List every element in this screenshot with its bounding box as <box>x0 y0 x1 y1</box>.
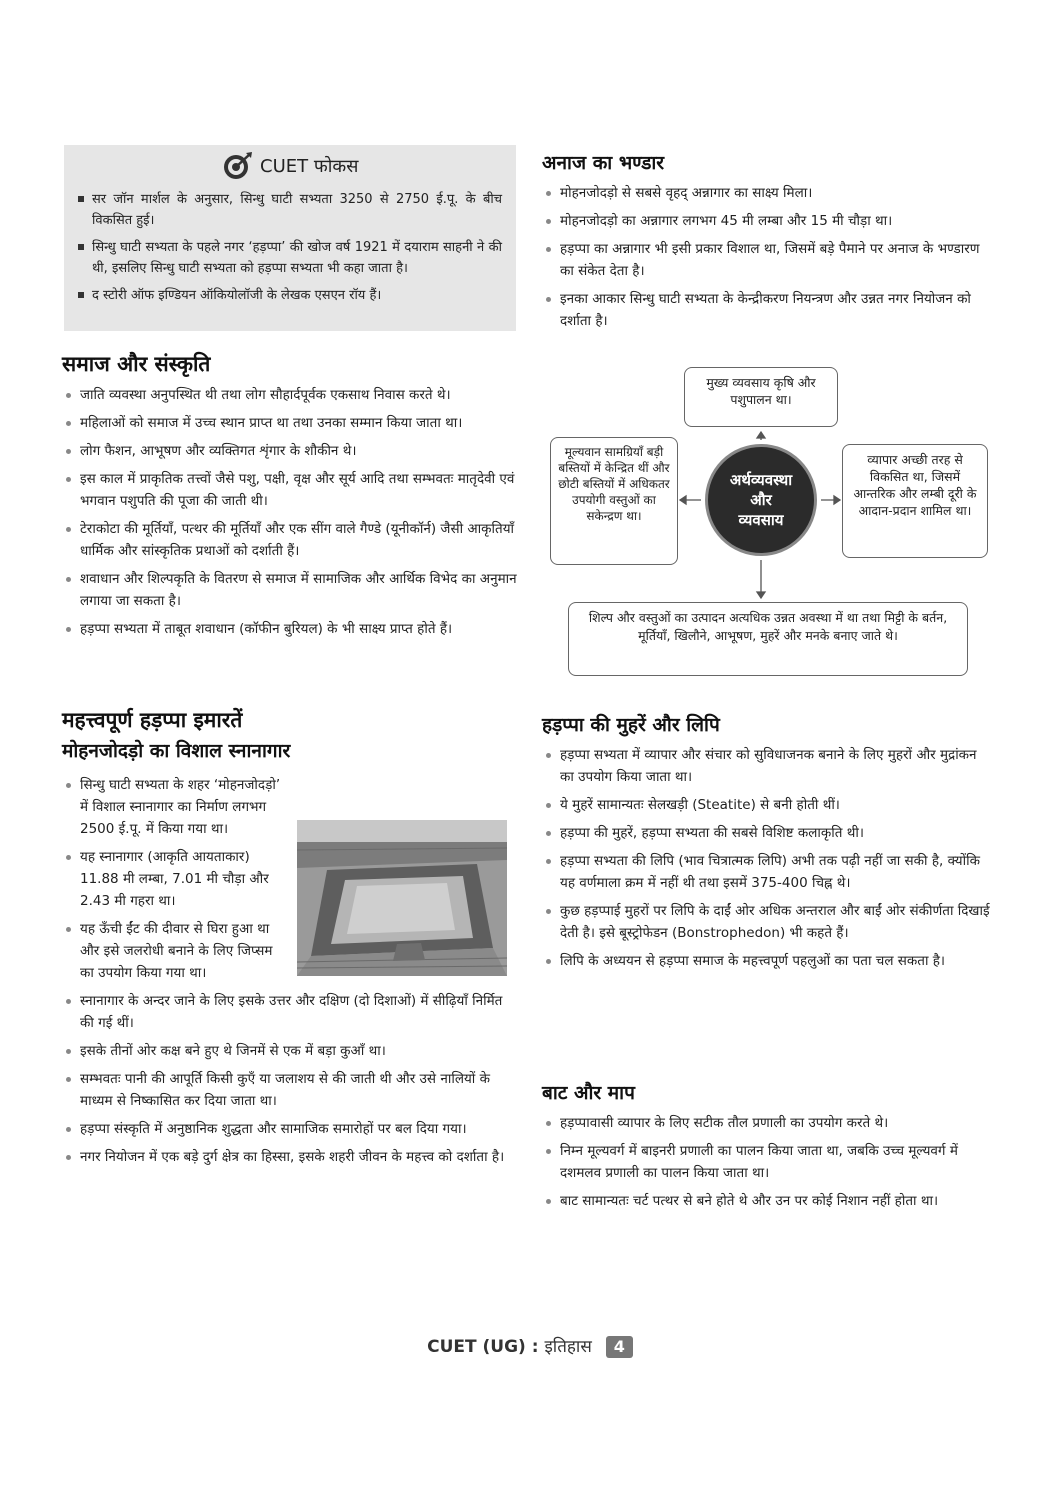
society-heading: समाज और संस्कृति <box>62 352 211 376</box>
list-item: ये मुहरें सामान्यतः सेलखड़ी (Steatite) से बनी होती थीं। <box>542 794 994 816</box>
list-item: यह स्नानागार (आकृति आयताकार) 11.88 मी लम्बा, 7.01 मी चौड़ा और 2.43 मी गहरा था। <box>62 846 290 912</box>
list-item: कुछ हड़प्पाई मुहरों पर लिपि के दाईं ओर अधिक अन्तराल और बाईं ओर संकीर्णता दिखाई देती है। इसे बूस्ट्रोफेडन (Bonstrophedon) भी कहते हैं। <box>542 900 994 944</box>
bath-subheading: मोहनजोदड़ो का विशाल स्नानागार <box>62 740 291 762</box>
seals-section <box>542 712 994 978</box>
seals-heading: हड़प्पा की मुहरें और लिपि <box>542 714 720 736</box>
list-item: हड़प्पा सभ्यता की लिपि (भाव चित्रात्मक लिपि) अभी तक पढ़ी नहीं जा सकी है, क्योंकि यह वर्णमाला क्रम में नहीं थी तथा इसमें 375-400 चिह्न थे। <box>542 850 994 894</box>
econ-left-box: मूल्यवान सामग्रियाँ बड़ी बस्तियों में केन्द्रित थीं और छोटी बस्तियों में अधिकतर उपयोगी वस्तुओं का सकेन्द्रण था। <box>550 437 678 565</box>
list-item: महिलाओं को समाज में उच्च स्थान प्राप्त था तथा उनका सम्मान किया जाता था। <box>62 412 518 434</box>
econ-bottom-box: शिल्प और वस्तुओं का उत्पादन अत्यधिक उन्नत अवस्था में था तथा मिट्टी के बर्तन, मूर्तियाँ, खिलौने, आभूषण, मुहरें और मनके बनाए जाते थे। <box>568 602 968 676</box>
list-item: निम्न मूल्यवर्ग में बाइनरी प्रणाली का पालन किया जाता था, जबकि उच्च मूल्यवर्ग में दशमलव प्रणाली का पालन किया जाता था। <box>542 1140 994 1184</box>
list-item: लिपि के अध्ययन से हड़प्पा समाज के महत्त्वपूर्ण पहलुओं का पता चल सकता है। <box>542 950 994 972</box>
list-item: शवाधान और शिल्पकृति के वितरण से समाज में सामाजिक और आर्थिक विभेद का अनुमान लगाया जा सकता है। <box>62 568 518 612</box>
list-item: यह ऊँची ईंट की दीवार से घिरा हुआ था और इसे जलरोधी बनाने के लिए जिप्सम का उपयोग किया गया था। <box>62 918 290 984</box>
list-item: सिन्धु घाटी सभ्यता के शहर ‘मोहनजोदड़ो’ में विशाल स्नानागार का निर्माण लगभग 2500 ई.पू. में किया गया था। <box>62 774 290 840</box>
list-item: इस काल में प्राकृतिक तत्त्वों जैसे पशु, पक्षी, वृक्ष और सूर्य आदि तथा सम्भवतः मातृदेवी एवं भगवान पशुपति की पूजा की जाती थी। <box>62 468 518 512</box>
page-footer <box>0 1334 1060 1358</box>
list-item: इसके तीनों ओर कक्ष बने हुए थे जिनमें से एक में बड़ा कुआँ था। <box>62 1040 518 1062</box>
economy-hub: अर्थव्यवस्था और व्यवसाय <box>705 444 817 556</box>
list-item: हड़प्पा की मुहरें, हड़प्पा सभ्यता की सबसे विशिष्ट कलाकृति थी। <box>542 822 994 844</box>
page-number: 4 <box>606 1336 633 1358</box>
list-item: हड़प्पा संस्कृति में अनुष्ठानिक शुद्धता और सामाजिक समारोहों पर बल दिया गया। <box>62 1118 518 1140</box>
buildings-heading: महत्त्वपूर्ण हड़प्पा इमारतें <box>62 708 243 732</box>
econ-right-box: व्यापार अच्छी तरह से विकसित था, जिसमें आन्तरिक और लम्बी दूरी के आदान-प्रदान शामिल था। <box>842 444 988 558</box>
list-item: हड़प्पा का अन्नागार भी इसी प्रकार विशाल था, जिसमें बड़े पैमाने पर अनाज के भण्डारण का संकेत देता है। <box>542 238 994 282</box>
footer-label: CUET (UG) : <box>427 1337 539 1357</box>
list-item: हड़प्पावासी व्यापार के लिए सटीक तौल प्रणाली का उपयोग करते थे। <box>542 1112 994 1134</box>
granary-heading: अनाज का भण्डार <box>542 152 665 174</box>
list-item: टेराकोटा की मूर्तियाँ, पत्थर की मूर्तियाँ और एक सींग वाले गैण्डे (यूनीकॉर्न) जैसी आकृतियाँ धार्मिक और सांस्कृतिक प्रथाओं को दर्शाती हैं। <box>62 518 518 562</box>
list-item: इनका आकार सिन्धु घाटी सभ्यता के केन्द्रीकरण नियन्त्रण और उन्नत नगर नियोजन को दर्शाता है। <box>542 288 994 332</box>
list-item: हड़प्पा सभ्यता में ताबूत शवाधान (कॉफीन बुरियल) के भी साक्ष्य प्राप्त होते हैं। <box>62 618 518 640</box>
weights-heading: बाट और माप <box>542 1082 635 1104</box>
econ-top-box: मुख्य व्यवसाय कृषि और पशुपालन था। <box>684 367 838 427</box>
weights-section <box>542 1080 994 1218</box>
list-item: सम्भवतः पानी की आपूर्ति किसी कुएँ या जलाशय से की जाती थी और उसे नालियों के माध्यम से निष्कासित कर दिया जाता था। <box>62 1068 518 1112</box>
focus-item: सिन्धु घाटी सभ्यता के पहले नगर ‘हड़प्पा’ की खोज वर्ष 1921 में दयाराम साहनी ने की थी, इसलिए सिन्धु घाटी सभ्यता को हड़प्पा सभ्यता भी कहा जाता है। <box>76 237 502 279</box>
list-item: मोहनजोदड़ो का अन्नागार लगभग 45 मी लम्बा और 15 मी चौड़ा था। <box>542 210 994 232</box>
focus-item: द स्टोरी ऑफ इण्डियन ऑकियोलॉजी के लेखक एसएन रॉय हैं। <box>76 285 502 306</box>
focus-title: CUET फोकस <box>222 151 358 181</box>
list-item: जाति व्यवस्था अनुपस्थित थी तथा लोग सौहार्दपूर्वक एकसाथ निवास करते थे। <box>62 384 518 406</box>
focus-item: सर जॉन मार्शल के अनुसार, सिन्धु घाटी सभ्यता 3250 से 2750 ई.पू. के बीच विकसित हुई। <box>76 189 502 231</box>
list-item: मोहनजोदड़ो से सबसे वृहद् अन्नागार का साक्ष्य मिला। <box>542 182 994 204</box>
list-item: बाट सामान्यतः चर्ट पत्थर से बने होते थे और उन पर कोई निशान नहीं होता था। <box>542 1190 994 1212</box>
list-item: स्नानागार के अन्दर जाने के लिए इसके उत्तर और दक्षिण (दो दिशाओं) में सीढ़ियाँ निर्मित की गई थीं। <box>62 990 518 1034</box>
list-item: हड़प्पा सभ्यता में व्यापार और संचार को सुविधाजनक बनाने के लिए मुहरों और मुद्रांकन का उपयोग किया जाता था। <box>542 744 994 788</box>
list-item: लोग फैशन, आभूषण और व्यक्तिगत शृंगार के शौकीन थे। <box>62 440 518 462</box>
list-item: नगर नियोजन में एक बड़े दुर्ग क्षेत्र का हिस्सा, इसके शहरी जीवन के महत्त्व को दर्शाता है। <box>62 1146 518 1168</box>
footer-subject: इतिहास <box>544 1337 592 1357</box>
